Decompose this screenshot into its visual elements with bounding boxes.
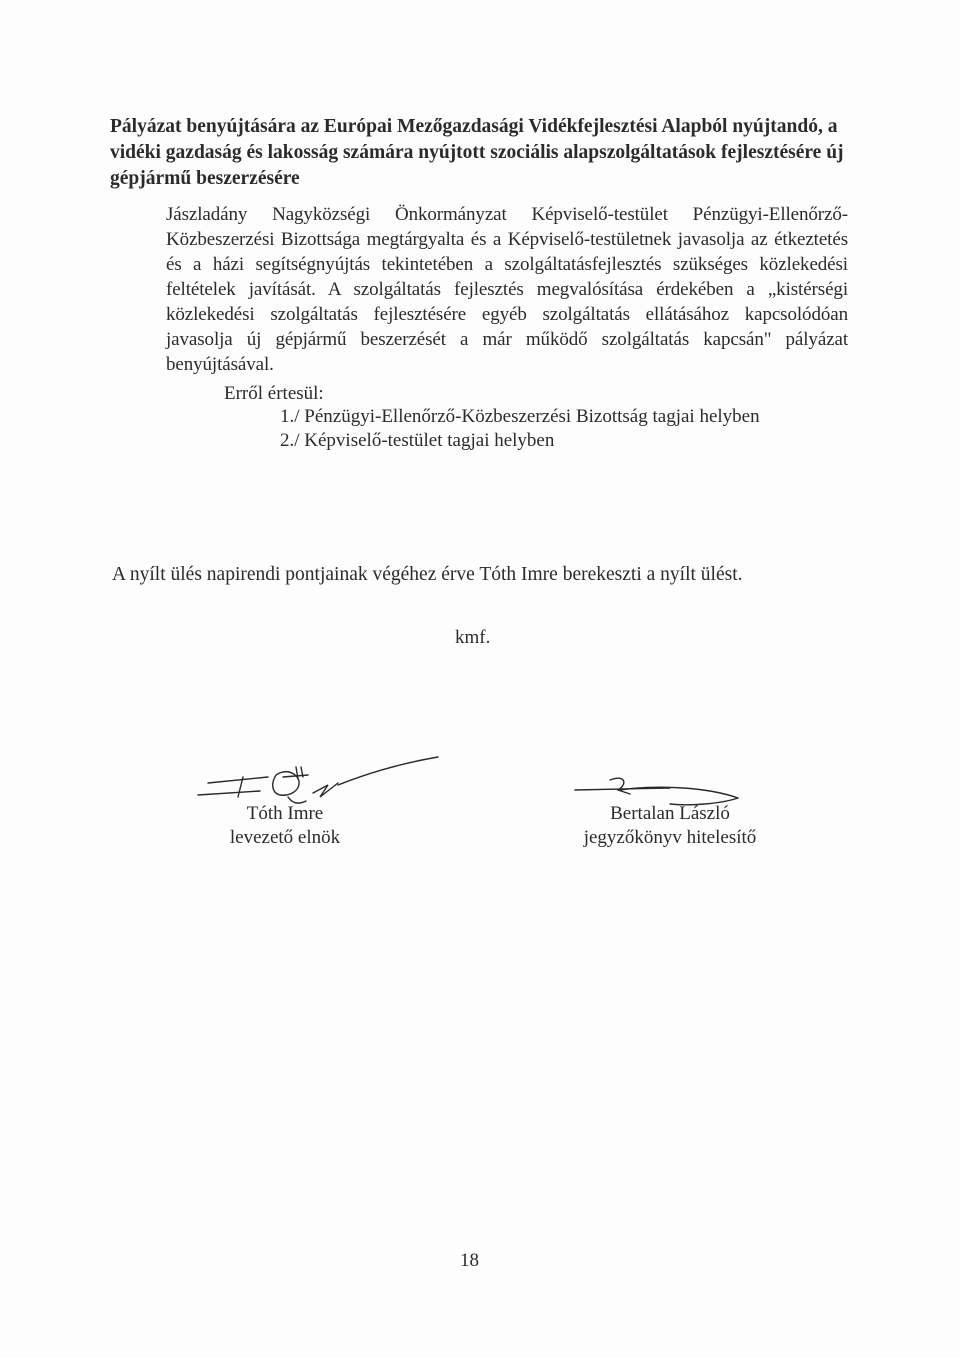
signature-block-chair	[185, 802, 385, 850]
page-number: 18	[460, 1250, 479, 1271]
signatory-name: Bertalan László	[610, 803, 730, 824]
notify-label: Erről értesül:	[224, 383, 324, 404]
notify-item: 2./ Képviselő-testület tagjai helyben	[280, 430, 555, 451]
resolution-paragraph: Jászladány Nagyközségi Önkormányzat Képviselő-testület Pénzügyi-Ellenőrző-Közbeszerzési Bizottsága megtárgyalta és a Képviselő-testületnek javasolja az étkeztetés és a házi segítségnyújtás tekintetében a szolgáltatásfejlesztés szükséges közlekedési feltételek javítását. A szolgáltatás fejlesztés megvalósítása érdekében a „kistérségi közlekedési szolgáltatás fejlesztésére egyéb szolgáltatás ellátásához kapcsolódóan javasolja új gépjármű beszerzését a már működő szolgáltatás kapcsán" pályázat benyújtásával.	[166, 204, 848, 375]
signatory-role: levezető elnök	[229, 827, 341, 848]
signature-block-authenticator	[555, 802, 785, 850]
kmf-label: kmf.	[455, 627, 491, 648]
document-title: Pályázat benyújtására az Európai Mezőgazdasági Vidékfejlesztési Alapból nyújtandó, a vidéki gazdaság és lakosság számára nyújtott szociális alapszolgáltatások fejlesztésére új gépjármű beszerzésére	[110, 116, 844, 189]
signatory-role: jegyzőkönyv hitelesítő	[583, 827, 757, 848]
notify-item: 1./ Pénzügyi-Ellenőrző-Közbeszerzési Bizottság tagjai helyben	[280, 406, 760, 427]
closing-sentence: A nyílt ülés napirendi pontjainak végéhez érve Tóth Imre berekeszti a nyílt ülést.	[112, 564, 743, 585]
signatory-name: Tóth Imre	[246, 803, 324, 824]
notify-list	[280, 405, 760, 453]
